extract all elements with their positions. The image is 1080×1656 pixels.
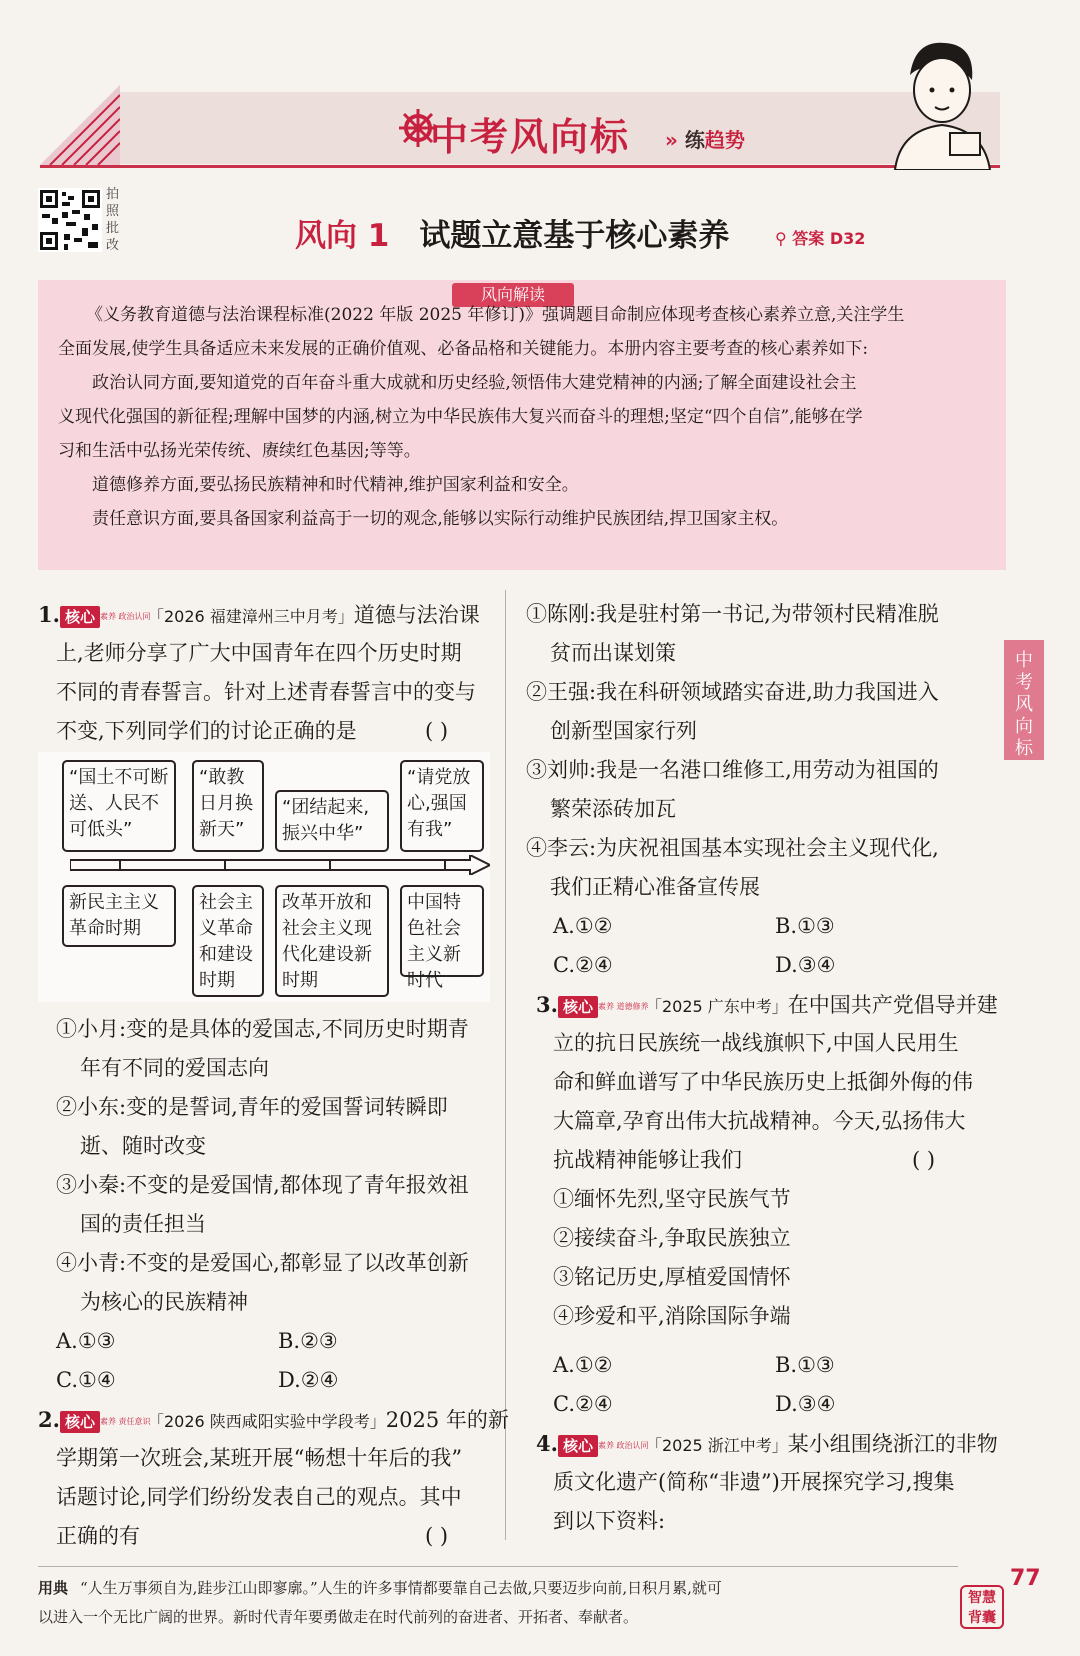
side-tab [1004,640,1044,760]
column-divider [505,590,506,1540]
literacy-tag: 素养 政治认同 [597,1440,649,1450]
qr-code[interactable] [38,188,102,252]
q2-option: ②王强:我在科研领域踏实奋进,助力我国进入 [526,680,939,704]
q1-stem-line: 不变,下列同学们的讨论正确的是 [56,719,357,743]
intro-line: 习和生活中弘扬光荣传统、赓续红色基因;等等。 [58,441,421,461]
q2-option: ④李云:为庆祝祖国基本实现社会主义现代化, [526,836,939,860]
q1-option: 国的责任担当 [80,1212,206,1236]
intro-paragraph-1 [58,298,983,332]
q1-option: 年有不同的爱国志向 [80,1056,269,1080]
q4-stem-line: 某小组围绕浙江的非物 [787,1432,998,1456]
student-illustration [880,35,1000,170]
q3-option: ①缅怀先烈,坚守民族气节 [553,1187,791,1211]
choice-d[interactable]: D.②④ [278,1368,339,1392]
footer-label: 用典 [38,1579,69,1597]
q4-number: 4. [536,1431,558,1456]
q1-option: 逝、随时改变 [80,1134,206,1158]
core-badge: 核心 [558,996,598,1018]
answer-reference [775,226,865,249]
q1-stem-line: 不同的青春誓言。针对上述青春誓言中的变与 [56,680,476,704]
oath-box: “国土不可断送、人民不可低头” [62,760,176,852]
literacy-tag: 素养 政治认同 [99,611,151,621]
q2-option: 贫而出谋划策 [550,641,676,665]
footer-line: 以进入一个无比广阔的世界。新时代青年要勇做走在时代前列的奋进者、开拓者、奉献者。 [38,1608,639,1626]
q1-number: 1. [38,602,60,627]
q1-option: 为核心的民族精神 [80,1290,248,1314]
footer-divider [38,1566,958,1567]
q2-stem-line: 学期第一次班会,某班开展“畅想十年后的我” [56,1446,463,1470]
side-tab-label: 中考风向标 [1015,650,1033,759]
q3-number: 3. [536,992,558,1017]
q1-option: ④小青:不变的是爱国心,都彰显了以改革创新 [56,1251,469,1275]
oath-box: “请党放心,强国有我” [400,760,484,852]
intro-line: 《义务教育道德与法治课程标准(2022 年版 2025 年修订)》强调题目命制应体现考查核心素养立意,关注学生 [86,305,905,325]
q2-option: 繁荣添砖加瓦 [550,797,676,821]
answer-blank[interactable]: ( ) [425,719,449,743]
q2-option: ③刘帅:我是一名港口维修工,用劳动为祖国的 [526,758,939,782]
q1-stem-line: 上,老师分享了广大中国青年在四个历史时期 [56,641,462,665]
smart-badge: 智慧背囊 [960,1585,1004,1629]
choice-c[interactable]: C.①④ [56,1368,116,1392]
footer-quote [38,1574,938,1632]
period-box: 社会主义革命和建设时期 [192,885,264,997]
header-stripes-decoration [40,85,120,165]
intro-line: 全面发展,使学生具备适应未来发展的正确价值观、必备品格和关键能力。本册内容主要考查的核心素养如下: [58,339,869,359]
page-header [0,0,1080,175]
q2-stem-line: 话题讨论,同学们纷纷发表自己的观点。其中 [56,1485,462,1509]
q1-option: ②小东:变的是誓词,青年的爱国誓词转瞬即 [56,1095,448,1119]
oath-box: “敢教日月换新天” [192,760,264,852]
header-title: 中考风向标 [430,115,631,159]
section-title [295,210,729,255]
section-number: 风向 1 [295,218,390,254]
q2-stem-line: 2025 年的新 [385,1408,509,1432]
intro-line: 责任意识方面,要具备国家利益高于一切的观念,能够以实际行动维护民族团结,捍卫国家主权。 [92,509,789,529]
q3-stem-line: 抗战精神能够让我们 [553,1148,742,1172]
subtitle-emphasis: 趋势 [704,128,745,152]
answer-blank[interactable]: ( ) [912,1148,936,1172]
literacy-tag: 素养 道德修养 [597,1001,649,1011]
interpretation-tag: 风向解读 [452,283,574,307]
period-box: 改革开放和社会主义现代化建设新时期 [275,885,389,997]
choice-c[interactable]: C.②④ [553,1392,613,1416]
core-badge: 核心 [60,606,100,628]
q2-header [38,1400,509,1441]
subtitle-prefix: 练 [684,128,705,152]
period-box: 新民主主义革命时期 [62,885,176,947]
q3-stem-line: 立的抗日民族统一战线旗帜下,中国人民用生 [553,1031,959,1055]
intro-line: 政治认同方面,要知道党的百年奋斗重大成就和历史经验,领悟伟大建党精神的内涵;了解全面建设社会主 [92,373,857,393]
q4-stem-line: 到以下资料: [553,1509,666,1533]
answer-ref-text: 答案 D32 [792,229,866,248]
header-divider [40,165,1000,168]
answer-blank[interactable]: ( ) [425,1524,449,1548]
choice-c[interactable]: C.②④ [553,953,613,977]
qr-caption: 拍照批改 [106,187,120,253]
q3-option: ③铭记历史,厚植爱国情怀 [553,1265,791,1289]
core-badge: 核心 [60,1411,100,1433]
q1-stem-line: 道德与法治课 [353,603,480,627]
core-badge: 核心 [558,1435,598,1457]
q3-stem-line: 命和鲜血谱写了中华民族历史上抵御外侮的伟 [553,1070,973,1094]
q1-option: ①小月:变的是具体的爱国志,不同历史时期青 [56,1017,469,1041]
choice-b[interactable]: B.①③ [775,914,835,938]
choice-b[interactable]: B.②③ [278,1329,338,1353]
q3-stem-line: 大篇章,孕育出伟大抗战精神。今天,弘扬伟大 [553,1109,966,1133]
section-heading: 试题立意基于核心素养 [419,218,730,254]
intro-line: 义现代化强国的新征程;理解中国梦的内涵,树立为中华民族伟大复兴而奋斗的理想;坚定“四个自信”,能够在学 [58,407,863,427]
timeline-arrow [70,855,490,875]
q1-source: 「2026 福建漳州三中月考」 [147,607,354,626]
footer-line: “人生万事须自为,跬步江山即寥廓。”人生的许多事情都要靠自己去做,只要迈步向前,日积月累,就可 [80,1579,722,1597]
choice-d[interactable]: D.③④ [775,1392,836,1416]
q2-source: 「2026 陕西咸阳实验中学段考」 [147,1412,386,1431]
q2-option: ①陈刚:我是驻村第一书记,为带领村民精准脱 [526,602,939,626]
q3-source: 「2025 广东中考」 [645,997,788,1016]
double-chevron-icon: » [665,128,678,152]
choice-a[interactable]: A.①③ [56,1329,116,1353]
q3-header [536,985,998,1026]
period-box: 中国特色社会主义新时代 [400,885,484,977]
q2-option: 我们正精心准备宣传展 [550,875,760,899]
choice-a[interactable]: A.①② [553,1353,613,1377]
q2-option: 创新型国家行列 [550,719,697,743]
q1-header [38,595,480,636]
choice-a[interactable]: A.①② [553,914,613,938]
oath-box: “团结起来,振兴中华” [275,790,389,852]
q2-stem-line: 正确的有 [56,1524,140,1548]
q3-stem-line: 在中国共产党倡导并建 [787,993,998,1017]
header-subtitle [665,124,745,153]
q4-source: 「2025 浙江中考」 [645,1436,788,1455]
choice-b[interactable]: B.①③ [775,1353,835,1377]
page-number: 77 [1010,1566,1041,1591]
q3-option: ②接续奋斗,争取民族独立 [553,1226,791,1250]
q2-number: 2. [38,1407,60,1432]
choice-d[interactable]: D.③④ [775,953,836,977]
q4-header [536,1424,998,1465]
q1-option: ③小秦:不变的是爱国情,都体现了青年报效祖 [56,1173,469,1197]
intro-line: 道德修养方面,要弘扬民族精神和时代精神,维护国家利益和安全。 [92,475,579,495]
literacy-tag: 素养 责任意识 [99,1416,151,1426]
magnifier-icon: ⚲ [775,229,787,248]
q4-stem-line: 质文化遗产(简称“非遗”)开展探究学习,搜集 [553,1470,955,1494]
q3-option: ④珍爱和平,消除国际争端 [553,1304,791,1328]
